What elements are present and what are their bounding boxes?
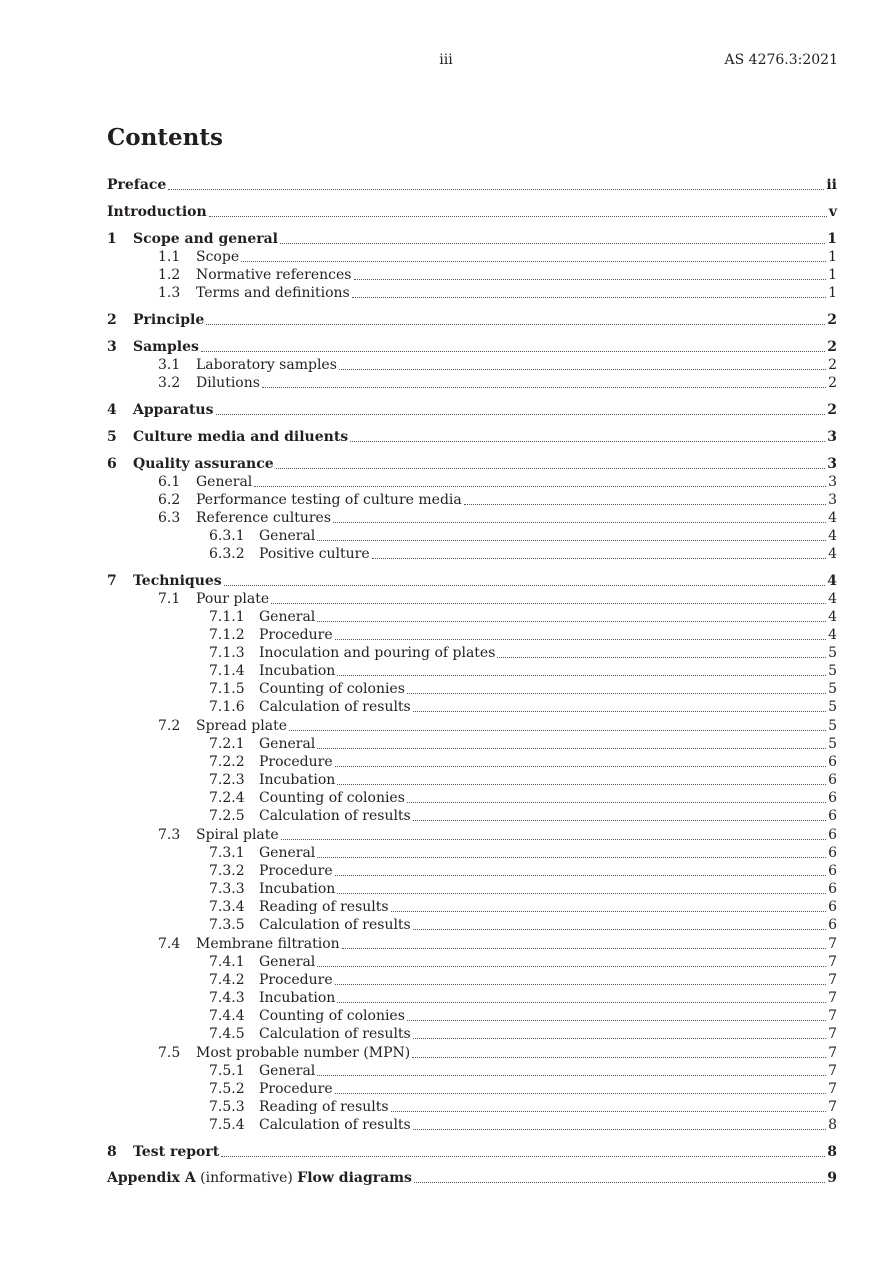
toc-entry-title: Scope and general (133, 231, 279, 247)
toc-entry-number: 7.5.1 (209, 1063, 245, 1079)
toc-entry[interactable] (107, 311, 837, 329)
toc-entry[interactable] (107, 1143, 837, 1161)
toc-entry-number: 7.3.3 (209, 881, 245, 897)
toc-entry-title: Test report (133, 1144, 220, 1160)
toc-entry-page: 6 (828, 881, 837, 897)
toc-entry[interactable] (107, 898, 837, 916)
toc-dot-leader (391, 911, 827, 912)
toc-entry[interactable] (107, 1116, 837, 1134)
toc-entry-title: Dilutions (196, 375, 260, 391)
toc-entry[interactable] (107, 455, 837, 473)
toc-entry-page: 3 (828, 492, 837, 508)
toc-entry-page: 7 (828, 954, 837, 970)
toc-entry-page: 6 (828, 772, 837, 788)
toc-entry-page: 6 (828, 790, 837, 806)
toc-entry-page: 6 (828, 899, 837, 915)
toc-entry-title: General (259, 609, 316, 625)
toc-entry-page: 1 (827, 231, 837, 247)
toc-entry-page: v (828, 204, 837, 220)
toc-dot-leader (333, 522, 826, 523)
toc-entry-number: 8 (107, 1144, 117, 1160)
toc-dot-leader (350, 441, 825, 442)
toc-entry-number: 7.5 (158, 1045, 181, 1061)
toc-entry[interactable] (107, 771, 837, 789)
toc-dot-leader (201, 351, 825, 352)
toc-entry[interactable] (107, 401, 837, 419)
toc-entry-page: ii (826, 177, 837, 193)
toc-dot-leader (335, 875, 826, 876)
toc-entry[interactable] (107, 509, 837, 527)
toc-entry-title: Procedure (259, 754, 333, 770)
toc-entry-number: 6 (107, 456, 117, 472)
toc-dot-leader (414, 1182, 825, 1183)
toc-entry-title: Most probable number (MPN) (196, 1045, 411, 1061)
toc-entry-title: Calculation of results (259, 1117, 411, 1133)
toc-entry-number: 7.1.2 (209, 627, 245, 643)
toc-entry[interactable] (107, 989, 837, 1007)
toc-dot-leader (413, 929, 826, 930)
toc-entry[interactable] (107, 680, 837, 698)
toc-entry[interactable] (107, 356, 837, 374)
toc-entry[interactable] (107, 735, 837, 753)
toc-entry-page: 4 (827, 573, 837, 589)
toc-entry-title: Calculation of results (259, 699, 411, 715)
toc-entry[interactable] (107, 644, 837, 662)
toc-entry-title: Procedure (259, 972, 333, 988)
toc-entry[interactable] (107, 590, 837, 608)
toc-entry-title: General (259, 845, 316, 861)
toc-entry-title: Terms and definitions (196, 285, 350, 301)
toc-entry-number: 6.3.1 (209, 528, 245, 544)
toc-dot-leader (317, 540, 826, 541)
toc-entry-page: 2 (828, 375, 837, 391)
toc-entry-title: Pour plate (196, 591, 270, 607)
toc-entry-title: Preface (107, 177, 167, 193)
toc-entry-number: 7.1 (158, 591, 181, 607)
toc-entry-page: 1 (828, 267, 837, 283)
toc-entry[interactable] (107, 753, 837, 771)
toc-entry[interactable] (107, 203, 837, 221)
toc-entry-number: 7.2.4 (209, 790, 245, 806)
toc-entry[interactable] (107, 626, 837, 644)
toc-entry-title: Spread plate (196, 718, 287, 734)
toc-entry-number: 1.2 (158, 267, 181, 283)
toc-dot-leader (339, 369, 826, 370)
toc-dot-leader (221, 1156, 825, 1157)
toc-dot-leader (391, 1111, 827, 1112)
toc-dot-leader (254, 486, 826, 487)
toc-entry[interactable] (107, 1080, 837, 1098)
toc-entry-number: 7.3 (158, 827, 181, 843)
toc-dot-leader (407, 693, 826, 694)
toc-entry-title: Counting of colonies (259, 681, 405, 697)
toc-entry-title: General (196, 474, 253, 490)
toc-entry-page: 8 (827, 1144, 837, 1160)
toc-entry-title: Calculation of results (259, 1026, 411, 1042)
toc-dot-leader (224, 585, 826, 586)
toc-entry-page: 8 (828, 1117, 837, 1133)
toc-dot-leader (317, 621, 826, 622)
toc-entry-number: 3.1 (158, 357, 181, 373)
toc-entry[interactable] (107, 176, 837, 194)
toc-entry-title: Counting of colonies (259, 790, 405, 806)
toc-entry-number: 7.5.4 (209, 1117, 245, 1133)
toc-entry-page: 5 (828, 645, 837, 661)
toc-dot-leader (413, 1038, 826, 1039)
toc-entry-number: 7.1.6 (209, 699, 245, 715)
toc-dot-leader (262, 387, 826, 388)
toc-entry-title: Laboratory samples (196, 357, 337, 373)
toc-entry-number: 7.5.2 (209, 1081, 245, 1097)
toc-entry-page: 1 (828, 249, 837, 265)
toc-entry-number: 7.3.1 (209, 845, 245, 861)
toc-entry-title: Membrane filtration (196, 936, 340, 952)
toc-entry[interactable] (107, 1007, 837, 1025)
toc-entry-number: 6.1 (158, 474, 181, 490)
toc-dot-leader (317, 966, 826, 967)
toc-entry-title: Performance testing of culture media (196, 492, 462, 508)
toc-entry-title: Culture media and diluents (133, 429, 349, 445)
toc-entry[interactable] (107, 807, 837, 825)
toc-entry-page: 4 (828, 609, 837, 625)
toc-entry-page: 6 (828, 754, 837, 770)
toc-entry-page: 3 (828, 474, 837, 490)
toc-entry[interactable] (107, 473, 837, 491)
toc-dot-leader (407, 802, 826, 803)
toc-entry[interactable] (107, 662, 837, 680)
toc-dot-leader (335, 639, 826, 640)
toc-dot-leader (464, 504, 826, 505)
toc-dot-leader (317, 748, 826, 749)
toc-entry-page: 7 (828, 1099, 837, 1115)
toc-entry[interactable] (107, 953, 837, 971)
toc-entry[interactable] (107, 428, 837, 446)
toc-dot-leader (335, 984, 826, 985)
toc-entry[interactable] (107, 971, 837, 989)
toc-entry[interactable] (107, 789, 837, 807)
toc-entry-page: 1 (828, 285, 837, 301)
toc-entry-page: 7 (828, 936, 837, 952)
toc-entry-page: 5 (828, 663, 837, 679)
toc-entry-title: Procedure (259, 863, 333, 879)
toc-entry[interactable] (107, 266, 837, 284)
toc-dot-leader (209, 216, 827, 217)
toc-dot-leader (276, 468, 826, 469)
toc-entry-number: 7.3.2 (209, 863, 245, 879)
toc-entry[interactable] (107, 1025, 837, 1043)
toc-entry[interactable] (107, 491, 837, 509)
toc-entry-title: Inoculation and pouring of plates (259, 645, 496, 661)
toc-entry-title: Samples (133, 339, 199, 355)
toc-entry-number: 7.5.3 (209, 1099, 245, 1115)
toc-dot-leader (280, 243, 825, 244)
toc-entry-title: General (259, 1063, 316, 1079)
toc-entry-title: Introduction (107, 204, 207, 220)
toc-entry-number: 2 (107, 312, 117, 328)
toc-entry-title: Reading of results (259, 899, 389, 915)
toc-dot-leader (271, 603, 826, 604)
toc-entry[interactable] (107, 862, 837, 880)
toc-entry-title: Counting of colonies (259, 1008, 405, 1024)
toc-entry[interactable] (107, 1044, 837, 1062)
toc-entry-page: 2 (827, 402, 837, 418)
toc-entry-title: Principle (133, 312, 205, 328)
toc-entry[interactable] (107, 826, 837, 844)
toc-entry-title: Scope (196, 249, 240, 265)
toc-entry-number: 7.1.4 (209, 663, 245, 679)
toc-entry[interactable] (107, 935, 837, 953)
toc-dot-leader (206, 324, 825, 325)
toc-dot-leader (337, 1002, 826, 1003)
toc-entry-title: Spiral plate (196, 827, 279, 843)
toc-entry-number: 4 (107, 402, 117, 418)
toc-entry-page: 5 (828, 718, 837, 734)
toc-entry[interactable] (107, 527, 837, 545)
toc-entry[interactable] (107, 572, 837, 590)
toc-entry-number: 7.1.5 (209, 681, 245, 697)
toc-dot-leader (407, 1020, 826, 1021)
toc-entry-page: 6 (828, 808, 837, 824)
page-number: iii (439, 52, 453, 68)
toc-entry-page: 4 (828, 528, 837, 544)
toc-entry-page: 7 (828, 1008, 837, 1024)
toc-dot-leader (168, 189, 824, 190)
toc-entry-number: 7.3.4 (209, 899, 245, 915)
toc-dot-leader (342, 948, 826, 949)
toc-dot-leader (354, 279, 827, 280)
toc-entry[interactable] (107, 248, 837, 266)
toc-entry-page: 6 (828, 845, 837, 861)
toc-entry-title: Calculation of results (259, 808, 411, 824)
toc-entry-number: 7.4.2 (209, 972, 245, 988)
page-title: Contents (107, 124, 223, 151)
toc-entry-page: 7 (828, 1045, 837, 1061)
toc-entry[interactable] (107, 1062, 837, 1080)
toc-entry[interactable] (107, 284, 837, 302)
toc-entry-page: 2 (827, 339, 837, 355)
document-id: AS 4276.3:2021 (724, 52, 838, 68)
toc-entry-number: 7.2.1 (209, 736, 245, 752)
toc-entry-number: 3.2 (158, 375, 181, 391)
toc-entry-number: 7.4 (158, 936, 181, 952)
toc-entry-title: Calculation of results (259, 917, 411, 933)
toc-entry-number: 3 (107, 339, 117, 355)
toc-entry-number: 7.2.3 (209, 772, 245, 788)
toc-entry[interactable] (107, 717, 837, 735)
toc-entry-number: 7.4.1 (209, 954, 245, 970)
toc-entry-page: 2 (827, 312, 837, 328)
toc-entry-number: 7.2.5 (209, 808, 245, 824)
toc-entry-number: 1 (107, 231, 117, 247)
toc-entry-page: 7 (828, 1026, 837, 1042)
toc-entry-title: Techniques (133, 573, 222, 589)
toc-entry-title: Incubation (259, 990, 336, 1006)
toc-dot-leader (241, 261, 826, 262)
toc-entry-title: Apparatus (133, 402, 214, 418)
toc-dot-leader (337, 675, 826, 676)
toc-entry-number: 1.1 (158, 249, 181, 265)
toc-dot-leader (216, 414, 826, 415)
toc-entry[interactable] (107, 1169, 837, 1187)
toc-entry-number: 7.4.5 (209, 1026, 245, 1042)
toc-entry-number: 6.3 (158, 510, 181, 526)
toc-entry-number: 7.2.2 (209, 754, 245, 770)
toc-entry-number: 1.3 (158, 285, 181, 301)
toc-entry[interactable] (107, 698, 837, 716)
toc-entry-page: 5 (828, 699, 837, 715)
toc-dot-leader (412, 1057, 826, 1058)
toc-entry[interactable] (107, 880, 837, 898)
toc-entry-page: 4 (828, 627, 837, 643)
toc-entry[interactable] (107, 608, 837, 626)
toc-entry-number: 7.2 (158, 718, 181, 734)
toc-entry-title: General (259, 736, 316, 752)
toc-entry-number: 6.2 (158, 492, 181, 508)
toc-entry-title: Procedure (259, 1081, 333, 1097)
toc-dot-leader (317, 857, 826, 858)
toc-entry-page: 5 (828, 681, 837, 697)
toc-dot-leader (317, 1075, 826, 1076)
toc-entry[interactable] (107, 1098, 837, 1116)
toc-dot-leader (337, 893, 826, 894)
toc-entry-page: 4 (828, 510, 837, 526)
toc-entry[interactable] (107, 916, 837, 934)
toc-dot-leader (372, 558, 826, 559)
toc-entry-title: Quality assurance (133, 456, 274, 472)
toc-entry-title: Incubation (259, 772, 336, 788)
toc-entry-title: Procedure (259, 627, 333, 643)
toc-entry-page: 4 (828, 591, 837, 607)
toc-dot-leader (335, 1093, 826, 1094)
toc-dot-leader (497, 657, 826, 658)
toc-entry-title: General (259, 528, 316, 544)
toc-entry[interactable] (107, 545, 837, 563)
toc-dot-leader (289, 730, 826, 731)
toc-entry-page: 5 (828, 736, 837, 752)
toc-dot-leader (352, 297, 826, 298)
toc-entry-number: 7.4.3 (209, 990, 245, 1006)
toc-entry[interactable] (107, 230, 837, 248)
toc-entry-page: 7 (828, 972, 837, 988)
toc-dot-leader (337, 784, 826, 785)
toc-entry-page: 6 (828, 863, 837, 879)
toc-entry-title: Reading of results (259, 1099, 389, 1115)
toc-entry[interactable] (107, 844, 837, 862)
toc-entry-number: 7.4.4 (209, 1008, 245, 1024)
toc-entry-title: Incubation (259, 881, 336, 897)
toc-dot-leader (281, 839, 826, 840)
toc-dot-leader (413, 1129, 826, 1130)
toc-entry-number: 7.1.1 (209, 609, 245, 625)
toc-entry-number: 7 (107, 573, 117, 589)
toc-entry-number: 7.1.3 (209, 645, 245, 661)
toc-dot-leader (335, 766, 826, 767)
toc-entry-page: 3 (827, 429, 837, 445)
toc-entry-page: 7 (828, 1063, 837, 1079)
toc-entry-page: 9 (827, 1170, 837, 1186)
toc-entry-title: Reference cultures (196, 510, 332, 526)
toc-entry[interactable] (107, 374, 837, 392)
toc-entry-number: 6.3.2 (209, 546, 245, 562)
toc-entry-title: Positive culture (259, 546, 370, 562)
toc-entry[interactable] (107, 338, 837, 356)
toc-entry-number: 5 (107, 429, 117, 445)
toc-dot-leader (413, 711, 826, 712)
toc-entry-page: 3 (827, 456, 837, 472)
toc-entry-page: 4 (828, 546, 837, 562)
toc-entry-page: 6 (828, 917, 837, 933)
toc-entry-title: Normative references (196, 267, 352, 283)
toc-entry-title: Incubation (259, 663, 336, 679)
toc-dot-leader (413, 820, 826, 821)
toc-entry-page: 7 (828, 990, 837, 1006)
toc-entry-number: 7.3.5 (209, 917, 245, 933)
toc-entry-page: 2 (828, 357, 837, 373)
toc-entry-page: 7 (828, 1081, 837, 1097)
toc-entry-title: Appendix A (informative) Flow diagrams (107, 1170, 412, 1186)
toc-entry-title: General (259, 954, 316, 970)
toc-entry-page: 6 (828, 827, 837, 843)
